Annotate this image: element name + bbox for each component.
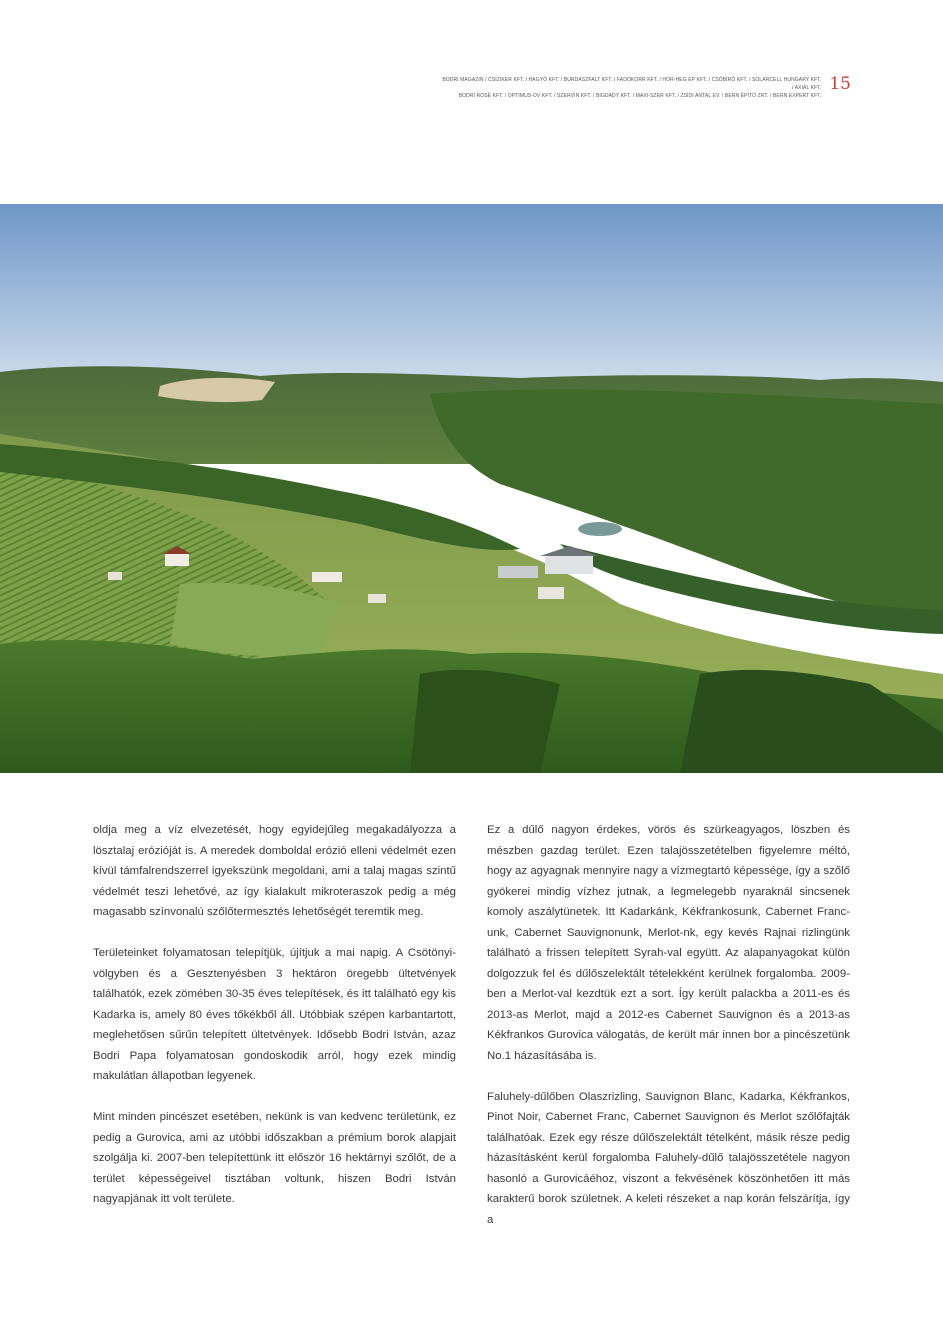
paragraph: oldja meg a víz elvezetését, hogy egyidejűleg megakadályozza a lösztalaj erózióját is. A meredek domboldal erózió elleni védelmét ezen kívül támfalrendszerrel igyekszünk megoldani, ami a talaj magas szintű védelmét teszi lehetővé, az így kialakult mikroteraszok pedig a még magasabb színvonalú szőlőtermesztés lehetőségét teremtik meg. xyxy=(93,824,456,918)
vineyard-landscape-photo xyxy=(0,204,943,773)
paragraph: Faluhely-dűlőben Olaszrizling, Sauvignon Blanc, Kadarka, Kékfrankos, Pinot Noir, Cabernet Franc, Cabernet Sauvignon és Merlot szőlőfajták találhatóak. Ezek egy része dűlőszelektált tételként, másik része pedig házasításként kerül forgalomba Faluhely-dűlő talajösszetétele nagyon hasonló a Gurovicáéhoz, viszont a fekvésének köszönhetően itt más karakterű borok születnek. A keleti részeket a nap korán felszárítja, így a xyxy=(487,1090,850,1226)
paragraph: Területeinket folyamatosan telepítjük, újítjuk a mai napig. A Csötönyi-völgyben és a Gesztenyésben 3 hektáron öregebb ültetvények találhatók, ezek zömében 30-35 éves telepítések, és itt található egy kis Kadarka is, amely 80 éves tőkékből áll. Utóbbiak szépen karbantartott, meglehetősen sűrűn telepített ültetvények. Idősebb Bodri István, azaz Bodri Papa folyamatosan gondoskodik arról, hogy ezek mindig makulátlan állapotban legyenek. xyxy=(93,947,456,1082)
sponsor-line-2: BODRI ROSÉ KFT. / OPTIMUS-OV KFT. / SZERVIN KFT. / BIGDADY KFT. / MAXI-SZER KFT. / ZSÍDI ANTAL EV. / BERN ÉPÍTŐ ZRT. / BERN EXPERT KFT. xyxy=(458,93,822,99)
article-left-column xyxy=(93,820,456,1230)
page-number: 15 xyxy=(829,74,851,94)
sponsor-list xyxy=(441,76,821,100)
paragraph: Ez a dűlő nagyon érdekes, vörös és szürkeagyagos, löszben és mészben gazdag terület. Ezen talajösszetételben figyelemre méltó, hogy az agyagnak mennyire nagy a vízmegtartó képessége, így a szőlő gyökerei mindig vízhez jutnak, a legmelegebb nyaraknál sincsenek komoly aszálytünetek. Itt Kadarkánk, Kékfrankosunk, Cabernet Franc-unk, Cabernet Sauvignonunk, Merlot-nk, egy kevés Rajnai rizlingünk található a frissen telepített Syrah-val együtt. Az alapanyagokat külön dolgozzuk fel és dűlőszelektált tételekként kerülnek forgalomba. 2009-ben a Merlot-val kezdtük ezt a sort. Így került palackba a 2011-es és 2013-as Merlot, majd a 2012-es Cabernet Sauvignon és a 2013-as Kékfrankos Gurovica válogatás, de került már innen bor a pincészetünk No.1 házasításába is. xyxy=(487,824,850,1062)
sponsor-line-1: BODRI MAGAZIN / CSÍZIKER KFT. / HAGYÓ KFT. / BURDASZFALT KFT. / FADOKORR KFT. / HOR-HEG ÉP KFT. / CSŐBÍRÓ KFT. / SOLARCELL HUNGARY KFT. / AXIÁL KFT. xyxy=(442,77,822,91)
article-right-column xyxy=(487,820,850,1251)
page-header xyxy=(441,76,851,100)
paragraph: Mint minden pincészet esetében, nekünk is van kedvenc területünk, ez pedig a Gurovica, ami az utóbbi időszakban a prémium borok alapjait szolgálja ki. 2007-ben telepítettünk itt először 16 hektárnyi szőlőt, de a terület képességeivel tisztában voltunk, hiszen Bodri István nagyapjának itt volt területe. xyxy=(93,1111,456,1205)
